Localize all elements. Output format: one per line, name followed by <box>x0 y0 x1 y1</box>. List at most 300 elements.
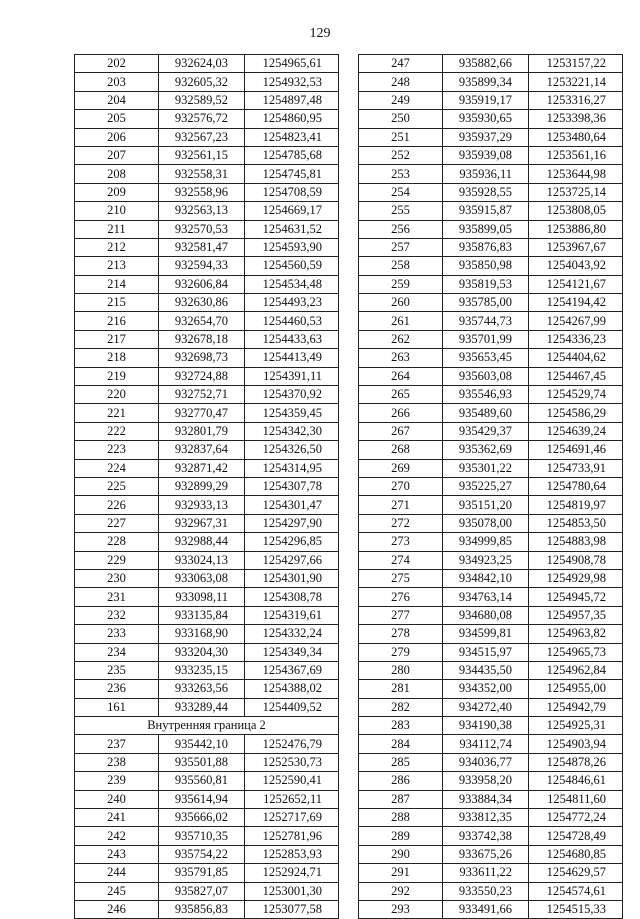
table-row <box>359 220 623 238</box>
x-coordinate-cell: 934036,77 <box>443 753 529 771</box>
table-row <box>359 202 623 220</box>
y-coordinate-cell: 1254639,24 <box>529 422 623 440</box>
point-number-cell: 216 <box>75 312 159 330</box>
point-number-cell: 236 <box>75 680 159 698</box>
x-coordinate-cell: 935710,35 <box>159 827 245 845</box>
y-coordinate-cell: 1254467,45 <box>529 367 623 385</box>
table-row <box>75 900 339 918</box>
y-coordinate-cell: 1254691,46 <box>529 441 623 459</box>
point-number-cell: 292 <box>359 882 443 900</box>
table-row <box>75 772 339 790</box>
point-number-cell: 208 <box>75 165 159 183</box>
table-row <box>359 330 623 348</box>
x-coordinate-cell: 935614,94 <box>159 790 245 808</box>
point-number-cell: 251 <box>359 128 443 146</box>
y-coordinate-cell: 1254860,95 <box>245 110 339 128</box>
y-coordinate-cell: 1253808,05 <box>529 202 623 220</box>
y-coordinate-cell: 1254314,95 <box>245 459 339 477</box>
table-row <box>359 514 623 532</box>
x-coordinate-cell: 932899,29 <box>159 477 245 495</box>
y-coordinate-cell: 1253221,14 <box>529 73 623 91</box>
table-row <box>359 404 623 422</box>
y-coordinate-cell: 1253077,58 <box>245 900 339 918</box>
point-number-cell: 244 <box>75 864 159 882</box>
point-number-cell: 282 <box>359 698 443 716</box>
x-coordinate-cell: 935225,27 <box>443 477 529 495</box>
table-row <box>359 809 623 827</box>
table-row <box>359 900 623 918</box>
x-coordinate-cell: 935151,20 <box>443 496 529 514</box>
y-coordinate-cell: 1254297,66 <box>245 551 339 569</box>
y-coordinate-cell: 1254326,50 <box>245 441 339 459</box>
x-coordinate-cell: 935429,37 <box>443 422 529 440</box>
x-coordinate-cell: 935362,69 <box>443 441 529 459</box>
y-coordinate-cell: 1254367,69 <box>245 661 339 679</box>
x-coordinate-cell: 935827,07 <box>159 882 245 900</box>
point-number-cell: 258 <box>359 257 443 275</box>
table-row <box>75 753 339 771</box>
y-coordinate-cell: 1254370,92 <box>245 386 339 404</box>
x-coordinate-cell: 934763,14 <box>443 588 529 606</box>
table-row <box>359 845 623 863</box>
table-row <box>359 606 623 624</box>
table-row <box>75 128 339 146</box>
y-coordinate-cell: 1253157,22 <box>529 55 623 73</box>
x-coordinate-cell: 932630,86 <box>159 294 245 312</box>
table-row <box>359 772 623 790</box>
y-coordinate-cell: 1254301,47 <box>245 496 339 514</box>
x-coordinate-cell: 933958,20 <box>443 772 529 790</box>
y-coordinate-cell: 1253316,27 <box>529 91 623 109</box>
point-number-cell: 222 <box>75 422 159 440</box>
y-coordinate-cell: 1254897,48 <box>245 91 339 109</box>
y-coordinate-cell: 1254336,23 <box>529 330 623 348</box>
point-number-cell: 255 <box>359 202 443 220</box>
point-number-cell: 250 <box>359 110 443 128</box>
table-row <box>75 643 339 661</box>
point-number-cell: 281 <box>359 680 443 698</box>
point-number-cell: 229 <box>75 551 159 569</box>
point-number-cell: 264 <box>359 367 443 385</box>
table-row <box>75 91 339 109</box>
point-number-cell: 237 <box>75 735 159 753</box>
point-number-cell: 290 <box>359 845 443 863</box>
coordinates-table-left <box>74 54 339 919</box>
table-row <box>359 753 623 771</box>
x-coordinate-cell: 934842,10 <box>443 569 529 587</box>
point-number-cell: 288 <box>359 809 443 827</box>
point-number-cell: 265 <box>359 386 443 404</box>
x-coordinate-cell: 932589,52 <box>159 91 245 109</box>
point-number-cell: 247 <box>359 55 443 73</box>
x-coordinate-cell: 935856,83 <box>159 900 245 918</box>
x-coordinate-cell: 933204,30 <box>159 643 245 661</box>
point-number-cell: 257 <box>359 238 443 256</box>
y-coordinate-cell: 1254823,41 <box>245 128 339 146</box>
x-coordinate-cell: 935666,02 <box>159 809 245 827</box>
x-coordinate-cell: 934435,50 <box>443 661 529 679</box>
y-coordinate-cell: 1254319,61 <box>245 606 339 624</box>
table-row <box>75 146 339 164</box>
point-number-cell: 285 <box>359 753 443 771</box>
point-number-cell: 262 <box>359 330 443 348</box>
table-row <box>75 551 339 569</box>
table-row <box>359 183 623 201</box>
y-coordinate-cell: 1254297,90 <box>245 514 339 532</box>
table-row <box>359 496 623 514</box>
point-number-cell: 252 <box>359 146 443 164</box>
y-coordinate-cell: 1254593,90 <box>245 238 339 256</box>
y-coordinate-cell: 1253001,30 <box>245 882 339 900</box>
y-coordinate-cell: 1254515,33 <box>529 900 623 918</box>
x-coordinate-cell: 934923,25 <box>443 551 529 569</box>
x-coordinate-cell: 932678,18 <box>159 330 245 348</box>
y-coordinate-cell: 1254819,97 <box>529 496 623 514</box>
point-number-cell: 223 <box>75 441 159 459</box>
table-row <box>75 477 339 495</box>
y-coordinate-cell: 1254586,29 <box>529 404 623 422</box>
x-coordinate-cell: 933168,90 <box>159 625 245 643</box>
x-coordinate-cell: 932576,72 <box>159 110 245 128</box>
y-coordinate-cell: 1253561,16 <box>529 146 623 164</box>
table-row <box>359 864 623 882</box>
table-row <box>75 367 339 385</box>
y-coordinate-cell: 1254307,78 <box>245 477 339 495</box>
x-coordinate-cell: 932967,31 <box>159 514 245 532</box>
x-coordinate-cell: 934352,00 <box>443 680 529 698</box>
y-coordinate-cell: 1254728,49 <box>529 827 623 845</box>
point-number-cell: 234 <box>75 643 159 661</box>
y-coordinate-cell: 1252590,41 <box>245 772 339 790</box>
point-number-cell: 261 <box>359 312 443 330</box>
x-coordinate-cell: 935919,17 <box>443 91 529 109</box>
y-coordinate-cell: 1254332,24 <box>245 625 339 643</box>
point-number-cell: 239 <box>75 772 159 790</box>
x-coordinate-cell: 935915,87 <box>443 202 529 220</box>
x-coordinate-cell: 935744,73 <box>443 312 529 330</box>
y-coordinate-cell: 1254945,72 <box>529 588 623 606</box>
table-row <box>75 790 339 808</box>
y-coordinate-cell: 1254194,42 <box>529 294 623 312</box>
x-coordinate-cell: 935876,83 <box>443 238 529 256</box>
table-row <box>359 146 623 164</box>
x-coordinate-cell: 934190,38 <box>443 717 529 735</box>
y-coordinate-cell: 1254680,85 <box>529 845 623 863</box>
point-number-cell: 272 <box>359 514 443 532</box>
table-row <box>359 238 623 256</box>
x-coordinate-cell: 935850,98 <box>443 257 529 275</box>
x-coordinate-cell: 933135,84 <box>159 606 245 624</box>
table-row <box>75 220 339 238</box>
y-coordinate-cell: 1254349,34 <box>245 643 339 661</box>
point-number-cell: 268 <box>359 441 443 459</box>
point-number-cell: 275 <box>359 569 443 587</box>
table-row <box>75 698 339 716</box>
table-row <box>75 882 339 900</box>
point-number-cell: 283 <box>359 717 443 735</box>
y-coordinate-cell: 1254957,35 <box>529 606 623 624</box>
x-coordinate-cell: 935701,99 <box>443 330 529 348</box>
y-coordinate-cell: 1254883,98 <box>529 533 623 551</box>
y-coordinate-cell: 1254121,67 <box>529 275 623 293</box>
x-coordinate-cell: 932752,71 <box>159 386 245 404</box>
point-number-cell: 279 <box>359 643 443 661</box>
y-coordinate-cell: 1254493,23 <box>245 294 339 312</box>
x-coordinate-cell: 932563,13 <box>159 202 245 220</box>
point-number-cell: 246 <box>75 900 159 918</box>
y-coordinate-cell: 1252924,71 <box>245 864 339 882</box>
y-coordinate-cell: 1254301,90 <box>245 569 339 587</box>
point-number-cell: 213 <box>75 257 159 275</box>
x-coordinate-cell: 932561,15 <box>159 146 245 164</box>
table-row <box>359 477 623 495</box>
table-row <box>359 643 623 661</box>
table-row <box>359 73 623 91</box>
x-coordinate-cell: 935899,34 <box>443 73 529 91</box>
y-coordinate-cell: 1254560,59 <box>245 257 339 275</box>
x-coordinate-cell: 934515,97 <box>443 643 529 661</box>
point-number-cell: 210 <box>75 202 159 220</box>
y-coordinate-cell: 1254785,68 <box>245 146 339 164</box>
table-row <box>75 183 339 201</box>
y-coordinate-cell: 1254878,26 <box>529 753 623 771</box>
y-coordinate-cell: 1254359,45 <box>245 404 339 422</box>
x-coordinate-cell: 932801,79 <box>159 422 245 440</box>
x-coordinate-cell: 935078,00 <box>443 514 529 532</box>
table-row <box>359 717 623 735</box>
point-number-cell: 211 <box>75 220 159 238</box>
y-coordinate-cell: 1254404,62 <box>529 349 623 367</box>
y-coordinate-cell: 1254043,92 <box>529 257 623 275</box>
y-coordinate-cell: 1254733,91 <box>529 459 623 477</box>
point-number-cell: 242 <box>75 827 159 845</box>
x-coordinate-cell: 932698,73 <box>159 349 245 367</box>
point-number-cell: 220 <box>75 386 159 404</box>
table-row <box>359 735 623 753</box>
point-number-cell: 287 <box>359 790 443 808</box>
y-coordinate-cell: 1254772,24 <box>529 809 623 827</box>
y-coordinate-cell: 1254342,30 <box>245 422 339 440</box>
point-number-cell: 240 <box>75 790 159 808</box>
table-row <box>75 864 339 882</box>
table-row <box>75 533 339 551</box>
y-coordinate-cell: 1254965,61 <box>245 55 339 73</box>
x-coordinate-cell: 935819,53 <box>443 275 529 293</box>
point-number-cell: 225 <box>75 477 159 495</box>
point-number-cell: 249 <box>359 91 443 109</box>
x-coordinate-cell: 932871,42 <box>159 459 245 477</box>
table-row <box>75 110 339 128</box>
x-coordinate-cell: 933263,56 <box>159 680 245 698</box>
x-coordinate-cell: 933742,38 <box>443 827 529 845</box>
y-coordinate-cell: 1252717,69 <box>245 809 339 827</box>
point-number-cell: 221 <box>75 404 159 422</box>
point-number-cell: 230 <box>75 569 159 587</box>
table-row <box>359 110 623 128</box>
table-row <box>359 275 623 293</box>
point-number-cell: 232 <box>75 606 159 624</box>
point-number-cell: 286 <box>359 772 443 790</box>
y-coordinate-cell: 1254574,61 <box>529 882 623 900</box>
table-row <box>75 459 339 477</box>
x-coordinate-cell: 935882,66 <box>443 55 529 73</box>
y-coordinate-cell: 1254846,61 <box>529 772 623 790</box>
point-number-cell: 228 <box>75 533 159 551</box>
point-number-cell: 231 <box>75 588 159 606</box>
y-coordinate-cell: 1252476,79 <box>245 735 339 753</box>
y-coordinate-cell: 1253967,67 <box>529 238 623 256</box>
x-coordinate-cell: 933098,11 <box>159 588 245 606</box>
table-row <box>359 459 623 477</box>
x-coordinate-cell: 932770,47 <box>159 404 245 422</box>
table-row <box>75 349 339 367</box>
point-number-cell: 207 <box>75 146 159 164</box>
y-coordinate-cell: 1252652,11 <box>245 790 339 808</box>
table-row <box>75 275 339 293</box>
x-coordinate-cell: 932558,96 <box>159 183 245 201</box>
y-coordinate-cell: 1254955,00 <box>529 680 623 698</box>
table-row <box>359 790 623 808</box>
point-number-cell: 224 <box>75 459 159 477</box>
table-row <box>75 404 339 422</box>
y-coordinate-cell: 1254942,79 <box>529 698 623 716</box>
point-number-cell: 293 <box>359 900 443 918</box>
x-coordinate-cell: 934112,74 <box>443 735 529 753</box>
point-number-cell: 241 <box>75 809 159 827</box>
table-row <box>359 441 623 459</box>
point-number-cell: 161 <box>75 698 159 716</box>
table-row <box>75 202 339 220</box>
point-number-cell: 271 <box>359 496 443 514</box>
table-row <box>359 422 623 440</box>
table-row <box>359 55 623 73</box>
point-number-cell: 205 <box>75 110 159 128</box>
point-number-cell: 274 <box>359 551 443 569</box>
x-coordinate-cell: 934272,40 <box>443 698 529 716</box>
table-row <box>359 533 623 551</box>
table-row <box>75 625 339 643</box>
table-row <box>75 845 339 863</box>
y-coordinate-cell: 1254908,78 <box>529 551 623 569</box>
table-row <box>75 680 339 698</box>
table-row <box>75 514 339 532</box>
table-row <box>359 349 623 367</box>
section-caption-row <box>75 717 339 735</box>
point-number-cell: 245 <box>75 882 159 900</box>
point-number-cell: 278 <box>359 625 443 643</box>
point-number-cell: 273 <box>359 533 443 551</box>
table-row <box>75 441 339 459</box>
x-coordinate-cell: 932988,44 <box>159 533 245 551</box>
point-number-cell: 256 <box>359 220 443 238</box>
table-row <box>75 661 339 679</box>
x-coordinate-cell: 933812,35 <box>443 809 529 827</box>
y-coordinate-cell: 1254925,31 <box>529 717 623 735</box>
y-coordinate-cell: 1254929,98 <box>529 569 623 587</box>
x-coordinate-cell: 935546,93 <box>443 386 529 404</box>
x-coordinate-cell: 935899,05 <box>443 220 529 238</box>
table-row <box>359 661 623 679</box>
x-coordinate-cell: 935501,88 <box>159 753 245 771</box>
table-row <box>359 128 623 146</box>
y-coordinate-cell: 1254811,60 <box>529 790 623 808</box>
point-number-cell: 253 <box>359 165 443 183</box>
point-number-cell: 243 <box>75 845 159 863</box>
point-number-cell: 284 <box>359 735 443 753</box>
point-number-cell: 227 <box>75 514 159 532</box>
y-coordinate-cell: 1254433,63 <box>245 330 339 348</box>
page-number: 129 <box>309 26 331 41</box>
table-row <box>359 91 623 109</box>
table-row <box>359 698 623 716</box>
y-coordinate-cell: 1253480,64 <box>529 128 623 146</box>
x-coordinate-cell: 932567,23 <box>159 128 245 146</box>
y-coordinate-cell: 1254296,85 <box>245 533 339 551</box>
table-row <box>75 588 339 606</box>
x-coordinate-cell: 933235,15 <box>159 661 245 679</box>
x-coordinate-cell: 932837,64 <box>159 441 245 459</box>
point-number-cell: 291 <box>359 864 443 882</box>
point-number-cell: 212 <box>75 238 159 256</box>
table-row <box>75 422 339 440</box>
point-number-cell: 202 <box>75 55 159 73</box>
table-row <box>359 551 623 569</box>
x-coordinate-cell: 933611,22 <box>443 864 529 882</box>
x-coordinate-cell: 932581,47 <box>159 238 245 256</box>
table-row <box>75 496 339 514</box>
table-row <box>75 294 339 312</box>
table-row <box>75 165 339 183</box>
y-coordinate-cell: 1254409,52 <box>245 698 339 716</box>
x-coordinate-cell: 935937,29 <box>443 128 529 146</box>
x-coordinate-cell: 932724,88 <box>159 367 245 385</box>
point-number-cell: 204 <box>75 91 159 109</box>
y-coordinate-cell: 1254780,64 <box>529 477 623 495</box>
point-number-cell: 248 <box>359 73 443 91</box>
table-row <box>75 257 339 275</box>
y-coordinate-cell: 1253398,36 <box>529 110 623 128</box>
point-number-cell: 270 <box>359 477 443 495</box>
y-coordinate-cell: 1254391,11 <box>245 367 339 385</box>
x-coordinate-cell: 932654,70 <box>159 312 245 330</box>
x-coordinate-cell: 935442,10 <box>159 735 245 753</box>
x-coordinate-cell: 934599,81 <box>443 625 529 643</box>
point-number-cell: 217 <box>75 330 159 348</box>
x-coordinate-cell: 933884,34 <box>443 790 529 808</box>
y-coordinate-cell: 1253886,80 <box>529 220 623 238</box>
x-coordinate-cell: 935930,65 <box>443 110 529 128</box>
point-number-cell: 277 <box>359 606 443 624</box>
table-row <box>75 735 339 753</box>
x-coordinate-cell: 933063,08 <box>159 569 245 587</box>
table-row <box>359 312 623 330</box>
x-coordinate-cell: 932558,31 <box>159 165 245 183</box>
x-coordinate-cell: 935791,85 <box>159 864 245 882</box>
table-row <box>75 809 339 827</box>
x-coordinate-cell: 935754,22 <box>159 845 245 863</box>
table-row <box>359 257 623 275</box>
x-coordinate-cell: 933491,66 <box>443 900 529 918</box>
point-number-cell: 206 <box>75 128 159 146</box>
table-row <box>75 330 339 348</box>
x-coordinate-cell: 935785,00 <box>443 294 529 312</box>
table-row <box>75 606 339 624</box>
point-number-cell: 215 <box>75 294 159 312</box>
point-number-cell: 267 <box>359 422 443 440</box>
table-row <box>359 680 623 698</box>
y-coordinate-cell: 1254534,48 <box>245 275 339 293</box>
table-row <box>359 882 623 900</box>
